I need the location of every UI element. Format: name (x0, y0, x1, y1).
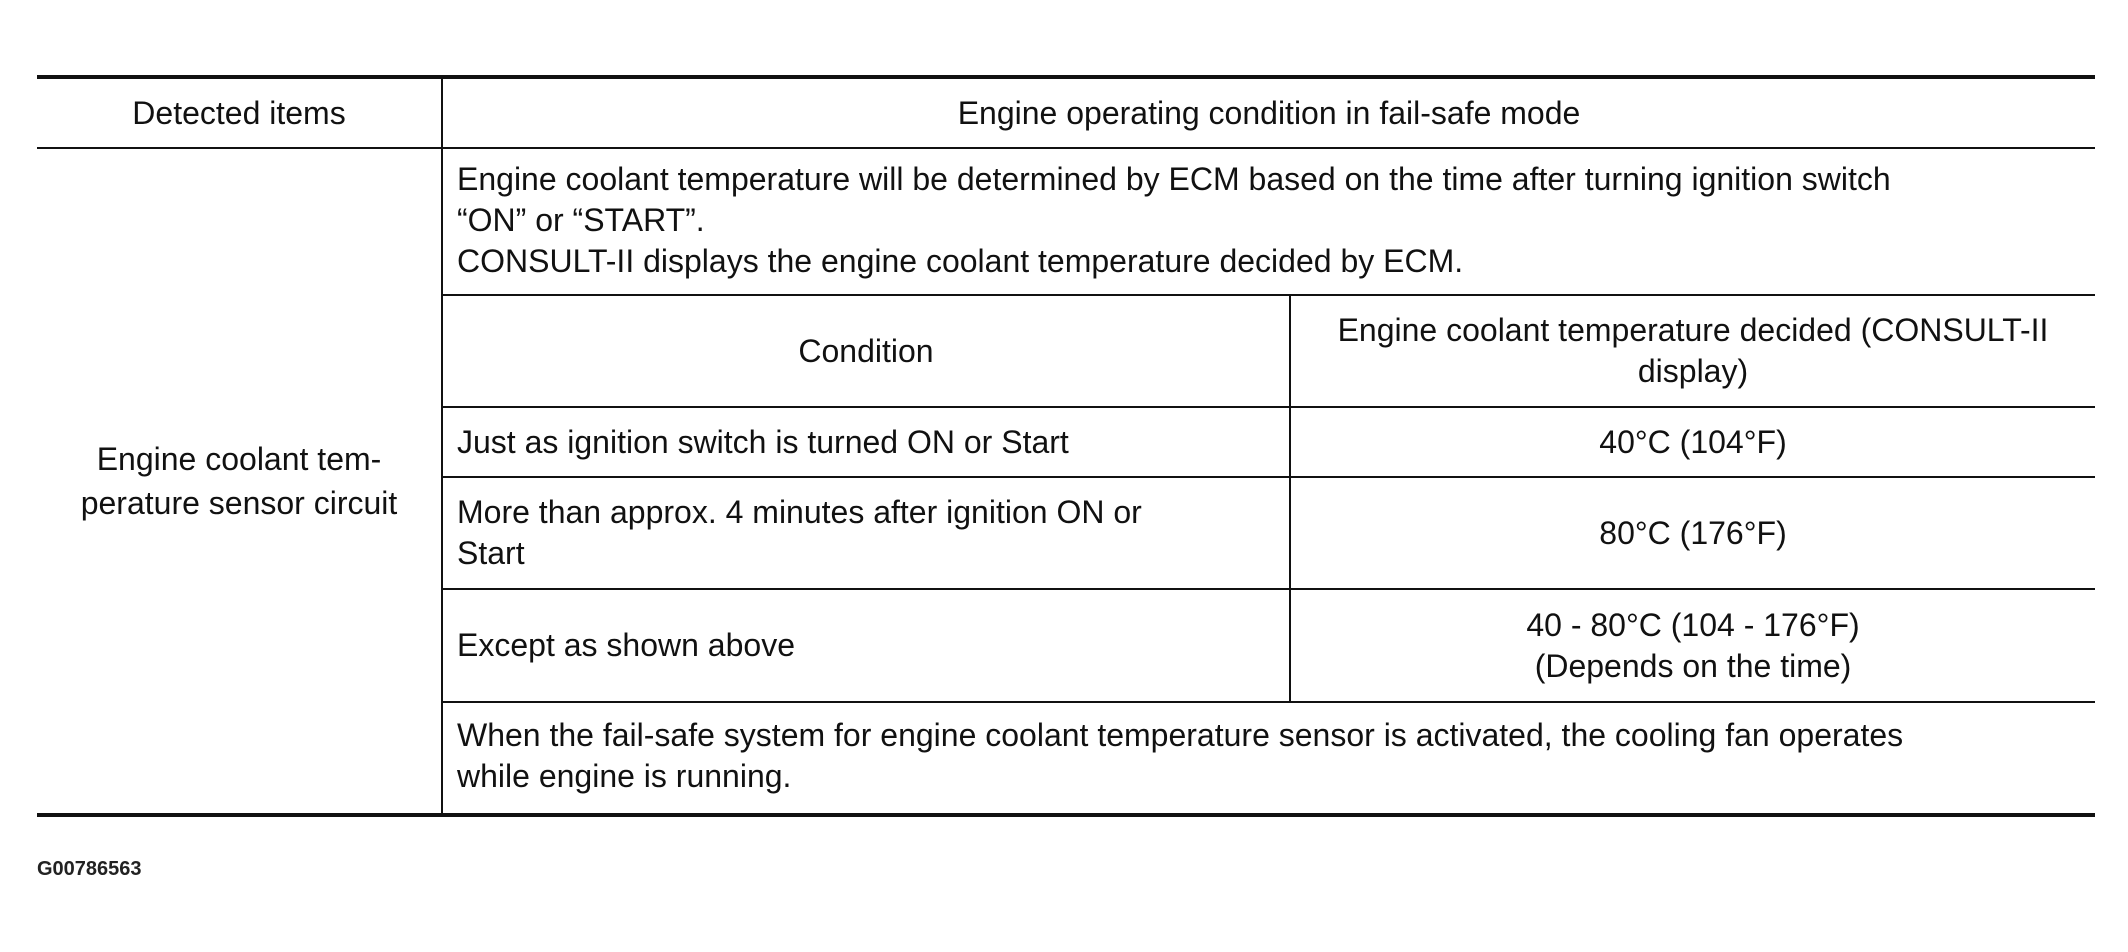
fail-safe-table (37, 75, 2095, 817)
detected-item-line-1: Engine coolant tem- (96, 441, 382, 477)
note-line-2: while engine is running. (457, 758, 792, 794)
header-operating-condition: Engine operating condition in fail-safe mode (442, 77, 2095, 148)
intro-line-2: “ON” or “START”. (457, 202, 705, 238)
inner-header-condition: Condition (443, 296, 1290, 407)
temperature-value-line-2: (Depends on the time) (1534, 647, 1852, 684)
intro-paragraph (442, 148, 2095, 295)
condition-table (443, 296, 2095, 703)
table-header-row (37, 77, 2095, 148)
table-body-row (37, 148, 2095, 295)
condition-text-line-2: Start (457, 535, 525, 571)
intro-line-3: CONSULT-II displays the engine coolant temperature decided by ECM. (457, 243, 1464, 279)
detected-item-line-2: perature sensor circuit (80, 485, 398, 521)
figure-code: G00786563 (37, 858, 142, 880)
temperature-value-cell (1290, 477, 2095, 589)
fail-safe-table-container (37, 75, 2095, 817)
condition-text-line-1: Except as shown above (457, 627, 795, 663)
intro-line-1: Engine coolant temperature will be determined by ECM based on the time after turning ignition switch (457, 161, 1891, 197)
temperature-value-line-1: 80°C (176°F) (1599, 514, 1787, 551)
inner-header-temperature (1290, 296, 2095, 407)
temperature-value-cell (1290, 407, 2095, 477)
detected-item-cell (37, 148, 442, 815)
condition-cell (443, 477, 1290, 589)
inner-header-temperature-line-2: display) (1637, 353, 1749, 389)
temperature-value-cell (1290, 589, 2095, 702)
condition-text-line-1: Just as ignition switch is turned ON or Start (457, 423, 1069, 460)
header-detected-items: Detected items (37, 77, 442, 148)
table-row (443, 477, 2095, 589)
inner-header-row (443, 296, 2095, 407)
condition-cell (443, 589, 1290, 702)
inner-table-cell (442, 295, 2095, 703)
condition-text-line-1: More than approx. 4 minutes after ignition ON or (457, 494, 1142, 530)
temperature-value-line-1: 40°C (104°F) (1599, 423, 1787, 460)
table-row (443, 407, 2095, 477)
cooling-fan-note (442, 703, 2095, 815)
inner-header-temperature-line-1: Engine coolant temperature decided (CONSULT-II (1337, 312, 2049, 348)
note-line-1: When the fail-safe system for engine coolant temperature sensor is activated, the cooling fan operates (457, 717, 1904, 753)
condition-cell (443, 407, 1290, 477)
table-row (443, 589, 2095, 702)
temperature-value-line-1: 40 - 80°C (104 - 176°F) (1526, 606, 1860, 643)
